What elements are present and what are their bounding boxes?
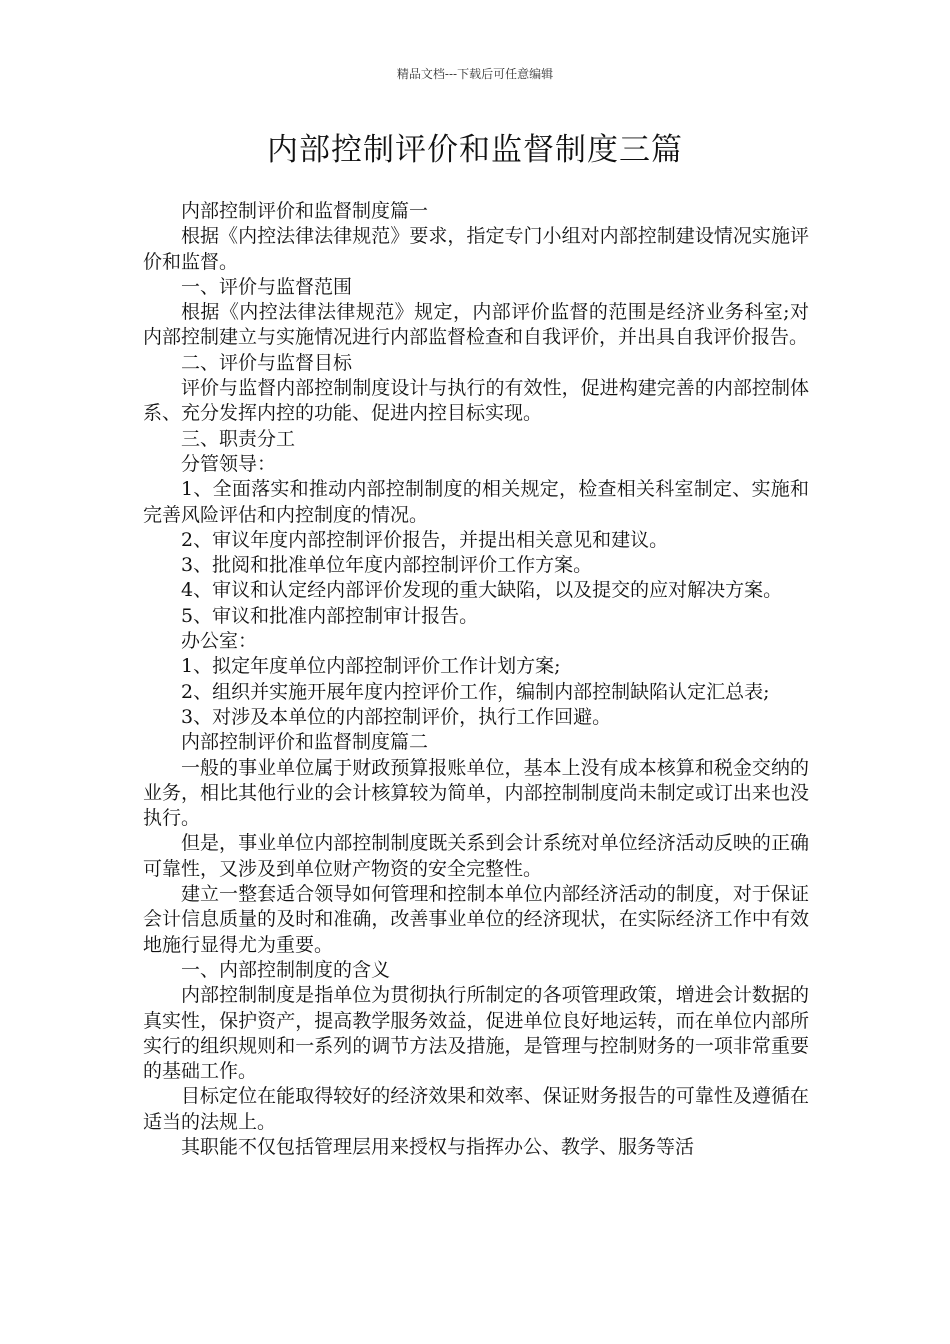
- page-header: 精品文档---下载后可任意编辑: [396, 67, 554, 81]
- paragraph: 目标定位在能取得较好的经济效果和效率、保证财务报告的可靠性及遵循在适当的法规上。: [143, 1085, 809, 1133]
- paragraph: 其职能不仅包括管理层用来授权与指挥办公、教学、服务等活: [181, 1135, 695, 1158]
- list-item: 1、全面落实和推动内部控制制度的相关规定，检查相关科室制定、实施和完善风险评估和内控制度的情况。: [143, 478, 809, 526]
- document-title: 内部控制评价和监督制度三篇: [267, 132, 683, 168]
- list-item: 5、审议和批准内部控制审计报告。: [181, 604, 479, 627]
- paragraph: 内部控制制度是指单位为贯彻执行所制定的各项管理政策，增进会计数据的真实性，保护资产，提高教学服务效益，促进单位良好地运转，而在单位内部所实行的组织规则和一系列的调节方法及措施，是管理与控制财务的一项非常重要的基础工作。: [143, 984, 809, 1083]
- list-item: 2、审议年度内部控制评价报告，并提出相关意见和建议。: [181, 528, 669, 551]
- paragraph: 但是，事业单位内部控制制度既关系到会计系统对单位经济活动反映的正确可靠性，又涉及到单位财产物资的安全完整性。: [143, 832, 809, 880]
- section-heading: 内部控制评价和监督制度篇二: [181, 731, 429, 754]
- paragraph: 一般的事业单位属于财政预算报账单位，基本上没有成本核算和税金交纳的业务，相比其他行业的会计核算较为简单，内部控制制度尚未制定或订出来也没执行。: [143, 756, 809, 830]
- paragraph: 根据《内控法律法律规范》规定，内部评价监督的范围是经济业务科室;对内部控制建立与实施情况进行内部监督检查和自我评价，并出具自我评价报告。: [143, 301, 809, 349]
- subsection-heading: 一、评价与监督范围: [181, 275, 353, 298]
- role-heading: 办公室：: [181, 630, 258, 653]
- section-heading: 内部控制评价和监督制度篇一: [181, 200, 429, 222]
- subsection-heading: 二、评价与监督目标: [181, 351, 353, 374]
- paragraph: 评价与监督内部控制制度设计与执行的有效性，促进构建完善的内部控制体系、充分发挥内控的功能、促进内控目标实现。: [143, 377, 809, 425]
- subsection-heading: 三、职责分工: [181, 427, 296, 450]
- paragraph: 根据《内控法律法律规范》要求，指定专门小组对内部控制建设情况实施评价和监督。: [143, 225, 809, 273]
- paragraph: 建立一整套适合领导如何管理和控制本单位内部经济活动的制度，对于保证会计信息质量的及时和准确，改善事业单位的经济现状，在实际经济工作中有效地施行显得尤为重要。: [143, 883, 809, 956]
- document-body: [143, 199, 809, 1160]
- subsection-heading: 一、内部控制制度的含义: [181, 958, 391, 981]
- list-item: 4、审议和认定经内部评价发现的重大缺陷，以及提交的应对解决方案。: [181, 579, 783, 602]
- list-item: 1、拟定年度单位内部控制评价工作计划方案;: [181, 655, 561, 678]
- list-item: 3、对涉及本单位的内部控制评价，执行工作回避。: [181, 705, 612, 728]
- list-item: 2、组织并实施开展年度内控评价工作，编制内部控制缺陷认定汇总表;: [181, 680, 770, 703]
- role-heading: 分管领导：: [181, 452, 277, 475]
- list-item: 3、批阅和批准单位年度内部控制评价工作方案。: [181, 554, 593, 577]
